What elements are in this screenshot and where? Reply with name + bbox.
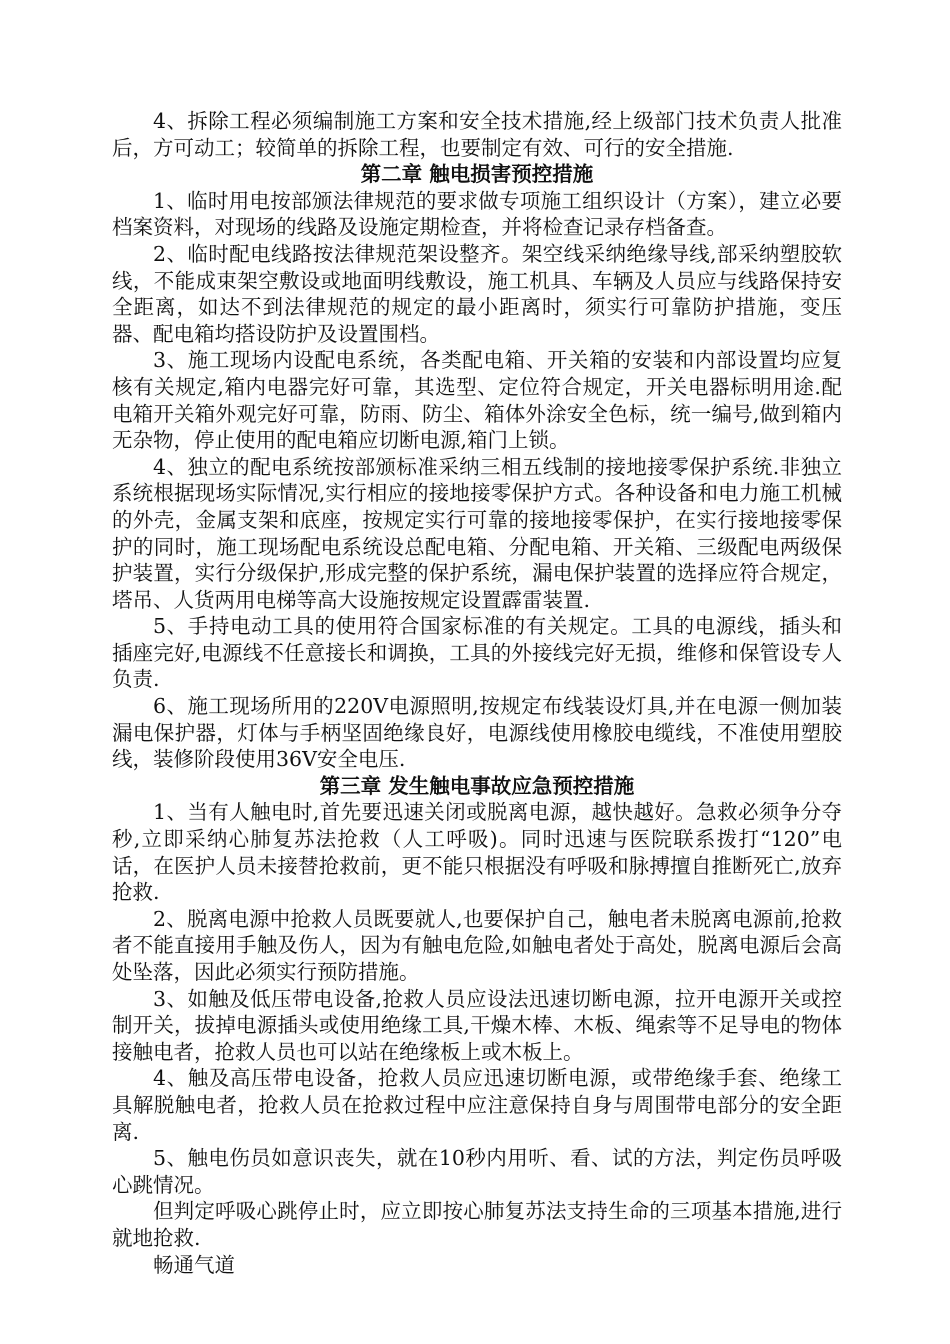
paragraph: 4、触及高压带电设备，抢救人员应迅速切断电源，或带绝缘手套、绝缘工具解脱触电者，抢救人员在抢救过程中应注意保持自身与周围带电部分的安全距离. [112, 1066, 842, 1144]
paragraph: 1、当有人触电时,首先要迅速关闭或脱离电源，越快越好。急救必须争分夺秒,立即采纳心肺复苏法抢救（人工呼吸)。同时迅速与医院联系拨打“120”电话，在医护人员未接替抢救前，更不能只根据没有呼吸和脉搏擅自推断死亡,放弃抢救. [112, 800, 842, 905]
paragraph: 3、施工现场内设配电系统，各类配电箱、开关箱的安装和内部设置均应复核有关规定,箱内电器完好可靠，其选型、定位符合规定，开关电器标明用途.配电箱开关箱外观完好可靠，防雨、防尘、箱体外涂安全色标，统一编号,做到箱内无杂物，停止使用的配电箱应切断电源,箱门上锁。 [112, 348, 842, 453]
paragraph: 1、临时用电按部颁法律规范的要求做专项施工组织设计（方案），建立必要档案资料，对现场的线路及设施定期检查，并将检查记录存档备查。 [112, 188, 842, 240]
chapter-heading: 第二章 触电损害预控措施 [360, 162, 594, 187]
paragraph: 5、手持电动工具的使用符合国家标准的有关规定。工具的电源线，插头和插座完好,电源线不任意接长和调换，工具的外接线完好无损，维修和保管设专人负责. [112, 614, 842, 692]
paragraph: 4、独立的配电系统按部颁标准采纳三相五线制的接地接零保护系统.非独立系统根据现场实际情况,实行相应的接地接零保护方式。各种设备和电力施工机械的外壳，金属支架和底座，按规定实行可靠的接地接零保护，在实行接地接零保护的同时，施工现场配电系统设总配电箱、分配电箱、开关箱、三级配电两级保护装置，实行分级保护,形成完整的保护系统，漏电保护装置的选择应符合规定，塔吊、人货两用电梯等高大设施按规定设置霹雷装置. [112, 454, 842, 612]
paragraph: 畅通气道 [153, 1252, 235, 1277]
paragraph: 6、施工现场所用的220V电源照明,按规定布线装设灯具,并在电源一侧加装漏电保护器，灯体与手柄坚固绝缘良好，电源线使用橡胶电缆线，不准使用塑胶线，装修阶段使用36V安全电压. [112, 694, 842, 772]
chapter-heading: 第三章 发生触电事故应急预控措施 [319, 773, 635, 798]
paragraph: 5、触电伤员如意识丧失，就在10秒内用听、看、试的方法，判定伤员呼吸心跳情况。 [112, 1146, 842, 1197]
paragraph: 3、如触及低压带电设备,抢救人员应设法迅速切断电源，拉开电源开关或控制开关，拔掉电源插头或使用绝缘工具,干燥木棒、木板、绳索等不足导电的物体接触电者，抢救人员也可以站在绝缘板上或木板上。 [112, 986, 842, 1064]
paragraph: 4、拆除工程必须编制施工方案和安全技术措施,经上级部门技术负责人批准后，方可动工；较简单的拆除工程，也要制定有效、可行的安全措施. [112, 109, 842, 160]
paragraph: 2、临时配电线路按法律规范架设整齐。架空线采纳绝缘导线,部采纳塑胶软线，不能成束架空敷设或地面明线敷设，施工机具、车辆及人员应与线路保持安全距离，如达不到法律规范的规定的最小距离时，须实行可靠防护措施，变压器、配电箱均搭设防护及设置围档。 [112, 241, 842, 346]
paragraph: 但判定呼吸心跳停止时，应立即按心肺复苏法支持生命的三项基本措施,进行就地抢救. [112, 1199, 842, 1250]
document-page [112, 108, 842, 1278]
paragraph: 2、脱离电源中抢救人员既要就人,也要保护自己，触电者未脱离电源前,抢救者不能直接用手触及伤人，因为有触电危险,如触电者处于高处，脱离电源后会高处坠落，因此必须实行预防措施。 [112, 906, 842, 984]
